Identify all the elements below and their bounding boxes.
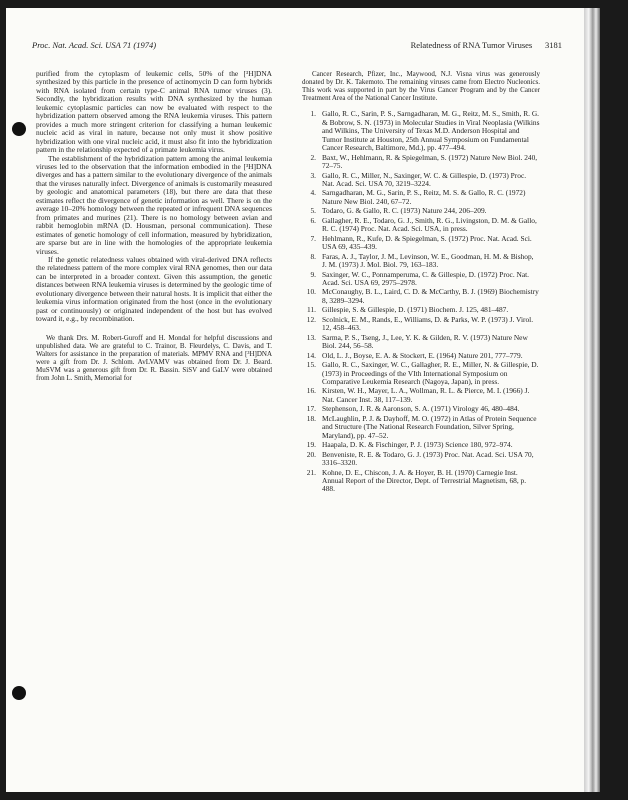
right-column [302, 70, 540, 495]
reference-number: 13. [306, 332, 316, 342]
reference-item [302, 189, 540, 206]
reference-text: Todaro, G. & Gallo, R. C. (1973) Nature 244, 206–209. [322, 206, 487, 216]
reference-text: Gallagher, R. E., Todaro, G. J., Smith, R. G., Livingston, D. M. & Gallo, R. C. (1974) Proc. Nat. Acad. Sci. USA, in press. [322, 215, 537, 234]
reference-number: 6. [310, 215, 316, 225]
reference-text: Benveniste, R. E. & Todaro, G. J. (1973) Proc. Nat. Acad. Sci. USA 70, 3316–3320. [322, 449, 534, 468]
reference-number: 8. [310, 251, 316, 261]
reference-item [302, 469, 540, 494]
reference-number: 17. [306, 404, 316, 414]
reference-item [302, 306, 540, 314]
reference-item [302, 334, 540, 351]
reference-text: Gillespie, S. & Gillespie, D. (1971) Biochem. J. 125, 481–487. [322, 305, 509, 315]
reference-number: 1. [310, 109, 316, 119]
reference-text: Stephenson, J. R. & Aaronson, S. A. (1971) Virology 46, 480–484. [322, 404, 520, 414]
reference-text: Scolnick, E. M., Rands, E., Williams, D. & Parks, W. P. (1973) J. Virol. 12, 458–463. [322, 314, 534, 333]
reference-text: McLaughlin, P. J. & Dayhoff, M. O. (1972) in Atlas of Protein Sequence and Structure (The National Research Foundation, Silver Spring, Maryland), pp. 47–52. [322, 413, 537, 440]
reference-number: 21. [306, 467, 316, 477]
acknowledgment-paragraph: We thank Drs. M. Robert-Guroff and H. Mondal for helpful discussions and unpublished data. We are grateful to C. Trainor, B. Fleurdelys, C. Davis, and T. Walters for assistance in the preparation of materials. MPMV RNA and [³H]DNA were a gift from Dr. J. Schlom. AvLVAMV was obtained from Dr. J. Beard. MuSVM was a generous gift from Dr. R. Bassin. SiSV and GaLV were obtained from John L. Smith, Memorial for [36, 333, 272, 383]
reference-item [302, 316, 540, 333]
reference-number: 12. [306, 314, 316, 324]
reference-list [302, 110, 540, 493]
reference-item [302, 207, 540, 215]
reference-number: 19. [306, 440, 316, 450]
running-header [32, 40, 562, 52]
reference-item [302, 235, 540, 252]
left-column [36, 70, 272, 382]
punch-hole-bottom [12, 686, 26, 700]
reference-text: Haapala, D. K. & Fischinger, P. J. (1973) Science 180, 972–974. [322, 440, 513, 450]
reference-text: Kohne, D. E., Chiscon, J. A. & Hoyer, B. H. (1970) Carnegie Inst. Annual Report of the Director, Dept. of Terrestrial Magnetism, 68, p. 488. [322, 467, 527, 494]
reference-number: 14. [306, 350, 316, 360]
reference-item [302, 352, 540, 360]
reference-text: Sarma, P. S., Tseng, J., Lee, Y. K. & Gilden, R. V. (1973) Nature New Biol. 244, 56–58. [322, 332, 528, 351]
reference-number: 7. [310, 233, 316, 243]
reference-number: 10. [306, 287, 316, 297]
reference-item [302, 217, 540, 234]
reference-number: 2. [310, 152, 316, 162]
reference-number: 5. [310, 206, 316, 216]
reference-item [302, 110, 540, 152]
acknowledgment-continued: Cancer Research, Pfizer, Inc., Maywood, N.J. Visna virus was generously donated by Dr. K. Takemoto. The remaining viruses came from Electro Nucleonics. This work was supported in part by the Virus Cancer Program and by the Cancer Treatment Area of the National Cancer Institute. [302, 70, 540, 103]
reference-text: McConaughy, B. L., Laird, C. D. & McCarthy, B. J. (1969) Biochemistry 8, 3289–3294. [322, 287, 539, 305]
reference-item [302, 154, 540, 171]
reference-text: Saxinger, W. C., Ponnamperuma, C. & Gillespie, D. (1972) Proc. Nat. Acad. Sci. USA 69, 2975–2978. [322, 269, 530, 287]
reference-number: 18. [306, 413, 316, 423]
reference-item [302, 172, 540, 189]
reference-text: Gallo, R. C., Sarin, P. S., Sarngadharan, M. G., Reitz, M. S., Smith, R. G. & Bobrow, S. N. (1973) in Molecular Studies in Viral Neoplasia (Wilkins and Wilkins, The University of Texas M.D. Anderson Hospital and Tumor Institute at Houston, 25th Annual Symposium on Fundamental Cancer Research, Baltimore, Md.), pp. 477–494. [322, 109, 540, 153]
reference-item [302, 415, 540, 440]
body-paragraph: If the genetic relatedness values obtained with viral-derived DNA reflects the relatedness pattern of the more complex viral RNA genomes, then our data can be interpreted in a broader context. Given this assumption, the genetic distances between RNA leukemia viruses is determined by the geologic time of evolutionary divergence between their natural hosts. It is implicit that either the leukemia virus information originated from the host (once in the evolutionary past or continuously) or originated independent of the host but has evolved toward it, e.g., by recombination. [36, 254, 272, 324]
reference-text: Gallo, R. C., Miller, N., Saxinger, W. C. & Gillespie, D. (1973) Proc. Nat. Acad. Sci. USA 70, 3219–3224. [322, 170, 527, 188]
reference-item [302, 361, 540, 386]
reference-text: Baxt, W., Hehlmann, R. & Spiegelman, S. (1972) Nature New Biol. 240, 72–75. [322, 152, 538, 171]
reference-number: 11. [307, 305, 316, 315]
body-paragraph: purified from the cytoplasm of leukemic cells, 50% of the [³H]DNA synthesized by this particle in the presence of actinomycin D can form hybrids with RNA isolated from certain type-C animal RNA tumor viruses (3). Secondly, the hybridization results with DNA synthesized by the human leukemic cytoplasmic particles can now be evaluated with respect to the hybridization pattern observed among the RNA leukemia viruses. This pattern provides a much more stringent criterion for classifying a human leukemic nucleic acid as viral in nature, because not only must it show positive hybridization with one viral nucleic acid, it must also fit into the hybridization pattern in the relationship expected of a primate leukemia virus. [36, 69, 272, 155]
body-paragraph: The establishment of the hybridization pattern among the animal leukemia viruses led to the observation that the information embodied in the [³H]DNA diverges and has a pattern similar to the evolutionary divergence of the animals that the viruses naturally infect. Divergence of animals is customarily measured by geologic and anatomical parameters (18), but there are data that these estimates reflect the divergence of genetic information as well. There is on the average 10–20% homology between the repeated or infrequent DNA sequences from primates and murines (21). There is no homology between avian and rabbit hemoglobin mRNA (D. Housman, personal communication). These estimates of genetic homology of cell information, measured by hybridization, are sparse but are in line with the homologies of the appropriate leukemia viruses. [36, 153, 272, 256]
reference-text: Sarngadharan, M. G., Sarin, P. S., Reitz, M. S. & Gallo, R. C. (1972) Nature New Biol. 240, 67–72. [322, 188, 526, 206]
reference-number: 20. [306, 449, 316, 459]
reference-item [302, 288, 540, 305]
reference-text: Hehlmann, R., Kufe, D. & Spiegelman, S. (1972) Proc. Nat. Acad. Sci. USA 69, 435–439. [322, 233, 532, 252]
journal-citation: Proc. Nat. Acad. Sci. USA 71 (1974) [32, 40, 157, 50]
page-edge-shadow [584, 8, 600, 792]
reference-text: Gallo, R. C., Saxinger, W. C., Gallagher, R. E., Miller, N. & Gillespie, D. (1973) in Proceedings of the VIth International Symposium on Comparative Leukemia Research (Nagoya, Japan), in press. [322, 360, 539, 386]
reference-number: 16. [306, 386, 316, 396]
reference-text: Kirsten, W. H., Mayer, L. A., Wollman, R. L. & Pierce, M. I. (1966) J. Nat. Cancer Inst. 38, 117–139. [322, 386, 530, 404]
article-short-title: Relatedness of RNA Tumor Viruses [410, 40, 533, 50]
reference-item [302, 405, 540, 413]
reference-item [302, 271, 540, 288]
reference-number: 15. [306, 360, 316, 370]
reference-number: 9. [310, 269, 316, 279]
reference-item [302, 253, 540, 270]
header-right [411, 40, 562, 50]
reference-number: 4. [310, 188, 316, 198]
reference-text: Old, L. J., Boyse, E. A. & Stockert, E. (1964) Nature 201, 777–779. [322, 350, 523, 360]
punch-hole-top [12, 122, 26, 136]
page-number: 3181 [545, 40, 562, 50]
reference-text: Faras, A. J., Taylor, J. M., Levinson, W. E., Goodman, H. M. & Bishop, J. M. (1973) J. Mol. Biol. 79, 163–183. [322, 251, 534, 270]
reference-item [302, 441, 540, 449]
reference-item [302, 451, 540, 468]
reference-item [302, 387, 540, 404]
reference-number: 3. [310, 170, 316, 180]
